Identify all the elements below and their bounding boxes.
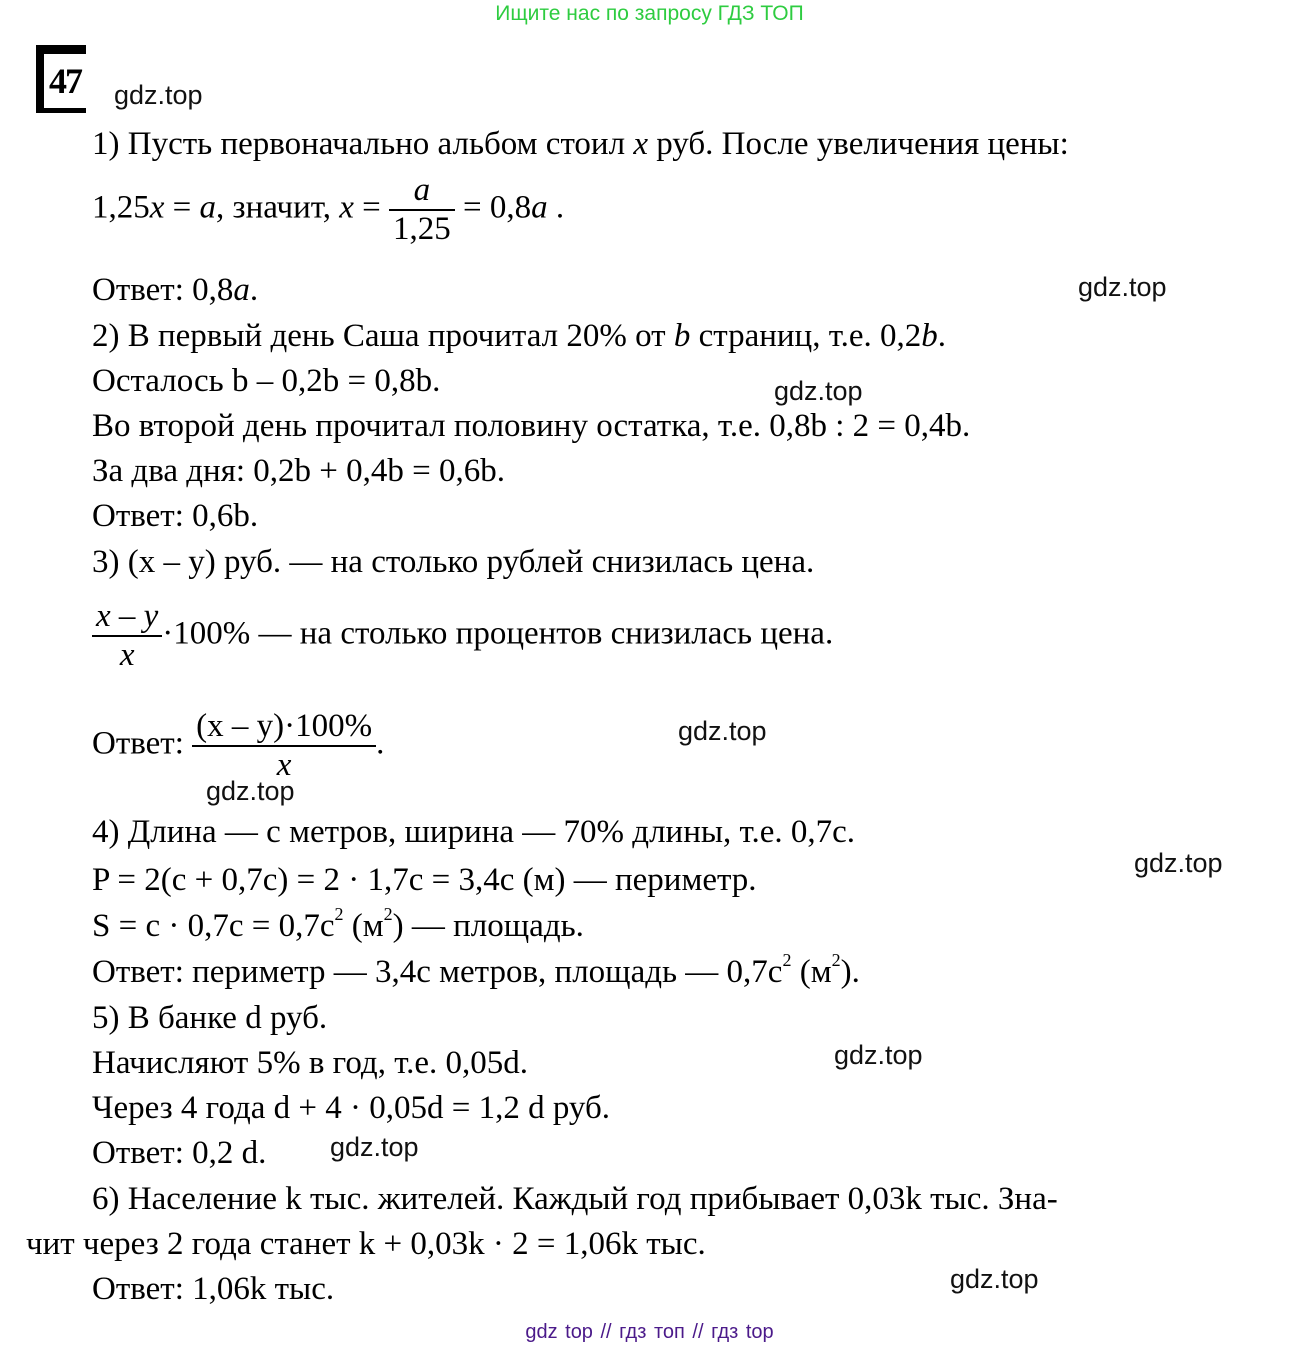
watermark: gdz.top [950, 1264, 1039, 1294]
part2-line4: За два дня: 0,2b + 0,4b = 0,6b. [92, 453, 506, 489]
part5-answer: Ответ: 0,2 d. [92, 1135, 267, 1171]
part5-line1: 5) В банке d руб. [92, 1000, 328, 1036]
answer-fraction: $\frac{(x - y)\cdot 100\%}{x}$ [192, 708, 376, 784]
part2-line3: Во второй день прочитал половину остатка, т.е. 0,8b : 2 = 0,4b. [92, 408, 971, 444]
watermark: gdz.top [330, 1132, 419, 1162]
fraction-x-minus-y-over-x: $\frac{x - y}{x}$ [92, 598, 162, 674]
part5-line2: Начисляют 5% в год, т.е. 0,05d. [92, 1045, 529, 1081]
part4-answer: Ответ: периметр — 3,4c метров, площадь — $0,7c^2$ $(м^2)$. [92, 950, 860, 990]
part1-line1: 1) Пусть первоначально альбом стоил x руб. После увеличения цены: [92, 126, 1069, 162]
part2-line2: Осталось b – 0,2b = 0,8b. [92, 363, 441, 399]
top-banner[interactable]: Ищите нас по запросу ГДЗ ТОП [495, 2, 804, 25]
watermark: gdz.top [834, 1040, 923, 1070]
footer-links[interactable]: gdz top // гдз топ // гдз top [525, 1321, 774, 1343]
watermark: gdz.top [206, 776, 295, 806]
watermark: gdz.top [114, 80, 203, 110]
part3-percent-line: $\frac{x - y}{x}$ ·100% — на столько процентов снизилась цена. [92, 598, 833, 674]
task-number-box [36, 45, 86, 113]
watermark: gdz.top [1134, 848, 1223, 878]
part4-line1: 4) Длина — c метров, ширина — 70% длины, т.е. 0,7c. [92, 814, 856, 850]
part5-line3: Через 4 года d + 4 · 0,05d = 1,2 d руб. [92, 1090, 611, 1126]
part4-area: $S = c \cdot 0,7c = 0,7c^2$ $(м^2)$ — площадь. [92, 904, 584, 944]
watermark: gdz.top [678, 716, 767, 746]
part1-answer: Ответ: 0,8a. [92, 272, 259, 308]
part3-answer: Ответ: $\frac{(x - y)\cdot 100\%}{x}$ . [92, 708, 385, 783]
part2-answer: Ответ: 0,6b. [92, 498, 259, 534]
part4-perimeter: P = 2(c + 0,7c) = 2 · 1,7c = 3,4c (м) — периметр. [92, 862, 757, 898]
part6-answer: Ответ: 1,06k тыс. [92, 1271, 335, 1307]
part1-equation: 1,25x = a, значит, x = $\frac{a}{1,25}$ = 0,8a . [92, 172, 565, 247]
part6-line1: 6) Население k тыс. жителей. Каждый год прибывает 0,03k тыс. Зна- [92, 1181, 1058, 1217]
watermark: gdz.top [1078, 272, 1167, 302]
part3-line1: 3) (x – y) руб. — на столько рублей снизилась цена. [92, 544, 815, 580]
fraction-a-over-1-25: $\frac{a}{1,25}$ [389, 172, 455, 248]
part2-line1: 2) В первый день Саша прочитал 20% от b страниц, т.е. 0,2b. [92, 318, 947, 354]
task-number: 47 [44, 54, 86, 108]
watermark: gdz.top [774, 376, 863, 406]
part6-line2: чит через 2 года станет k + 0,03k · 2 = 1,06k тыс. [26, 1226, 706, 1262]
